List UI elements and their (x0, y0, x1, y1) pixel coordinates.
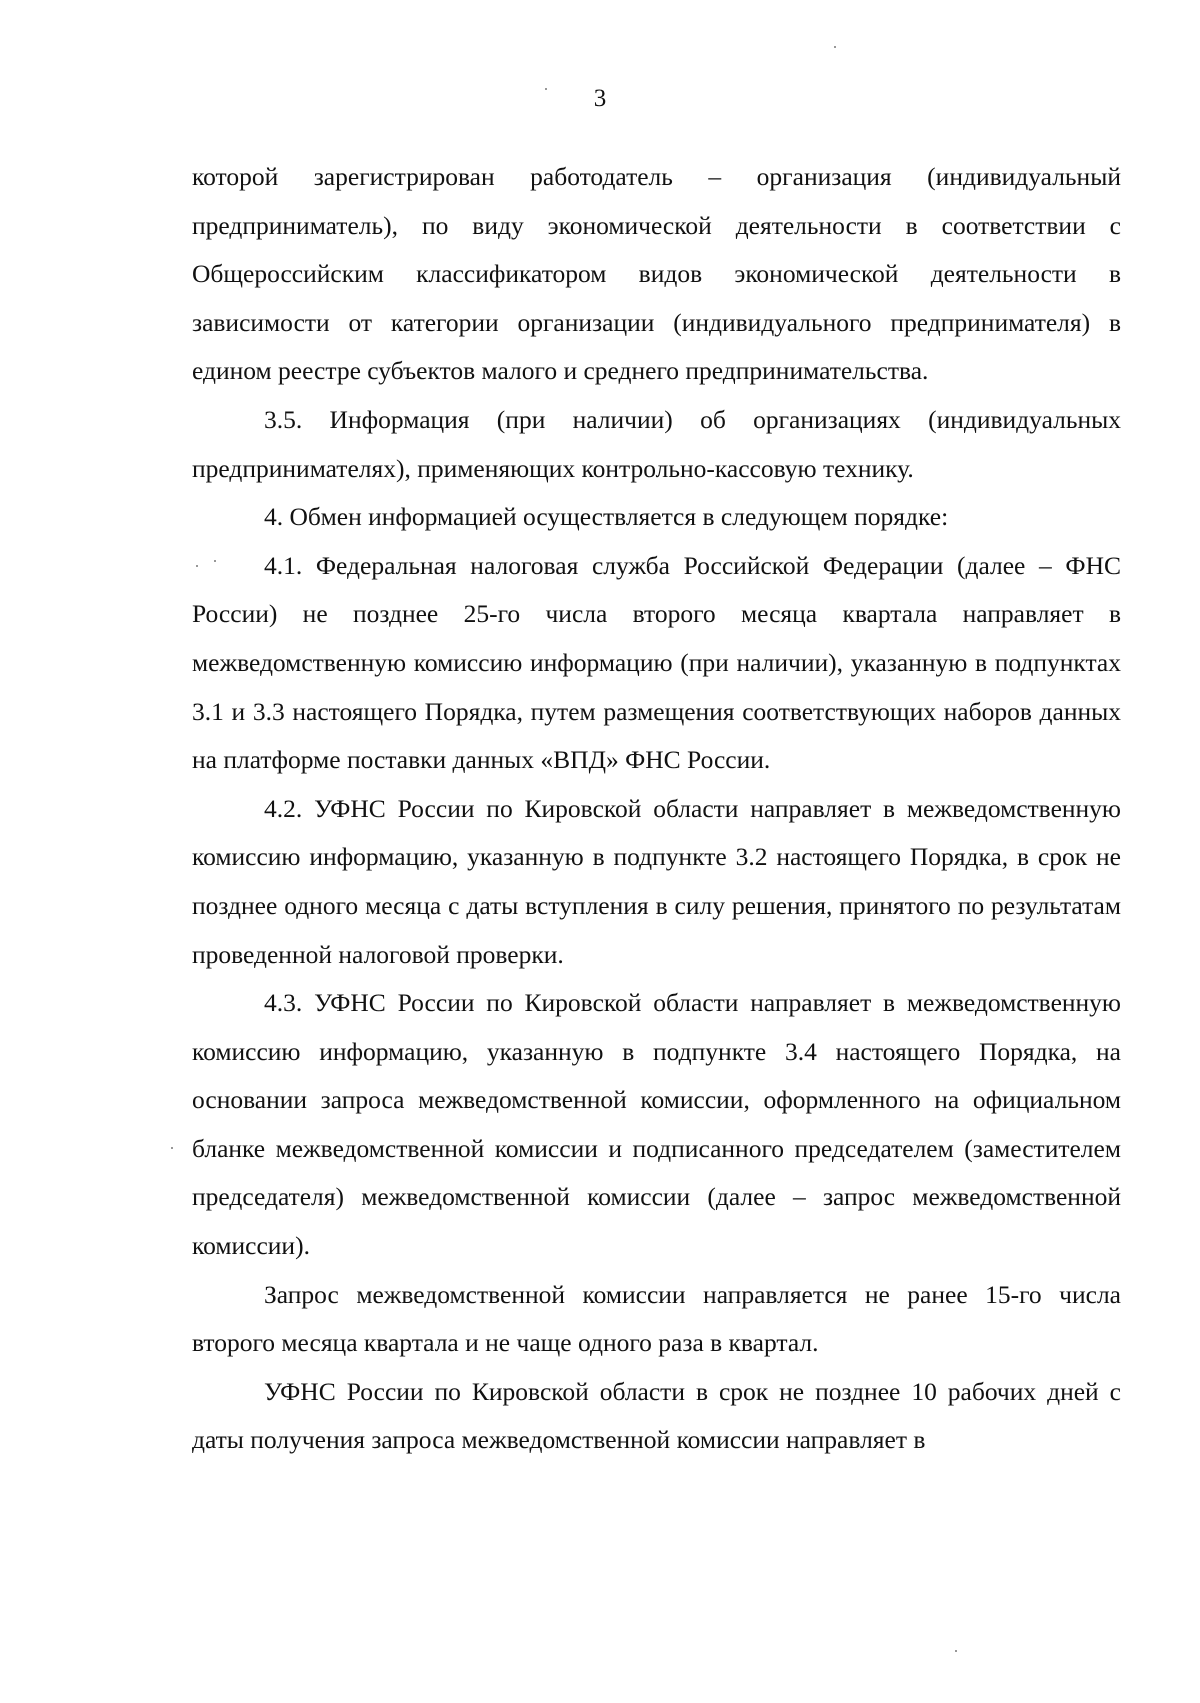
page-number: 3 (593, 85, 607, 112)
scan-speck (171, 1147, 173, 1149)
paragraph-4-1: 4.1. Федеральная налоговая служба Российской Федерации (далее – ФНС России) не позднее 25-го числа второго месяца квартала направляет в межведомственную комиссию информацию (при наличии), указанную в подпунктах 3.1 и 3.3 настоящего Порядка, путем размещения соответствующих наборов данных на платформе поставки данных «ВПД» ФНС России. (192, 550, 1121, 775)
paragraph-4-3: 4.3. УФНС России по Кировской области направляет в межведомственную комиссию информацию, указанную в подпункте 3.4 настоящего Порядка, на основании запроса межведомственной комиссии, оформленного на официальном бланке межведомственной комиссии и подписанного председателем (заместителем председателя) межведомственной комиссии (далее – запрос межведомственной комиссии). (192, 988, 1121, 1261)
scan-speck (545, 88, 547, 90)
scan-speck (834, 46, 836, 48)
paragraph-3-5: 3.5. Информация (при наличии) об организациях (индивидуальных предпринимателях), применяющих контрольно-кассовую технику. (192, 404, 1121, 483)
paragraph-4-2: 4.2. УФНС России по Кировской области направляет в межведомственную комиссию информацию, указанную в подпункте 3.2 настоящего Порядка, в срок не позднее одного месяца с даты вступления в силу решения, принятого по результатам проведенной налоговой проверки. (192, 793, 1121, 969)
scan-speck (955, 1650, 957, 1652)
document-body (192, 153, 1121, 1465)
paragraph-ufns-response: УФНС России по Кировской области в срок не позднее 10 рабочих дней с даты получения запроса межведомственной комиссии направляет в (192, 1376, 1121, 1455)
scan-speck (196, 565, 198, 567)
paragraph-4: 4. Обмен информацией осуществляется в следующем порядке: (264, 502, 949, 532)
scan-speck (214, 560, 216, 562)
paragraph-continuation: которой зарегистрирован работодатель – организация (индивидуальный предприниматель), по виду экономической деятельности в соответствии с Общероссийским классификатором видов экономической деятельности в зависимости от категории организации (индивидуального предпринимателя) в едином реестре субъектов малого и среднего предпринимательства. (192, 162, 1121, 386)
paragraph-request-timing: Запрос межведомственной комиссии направляется не ранее 15-го числа второго месяца квартала и не чаще одного раза в квартал. (192, 1279, 1121, 1358)
